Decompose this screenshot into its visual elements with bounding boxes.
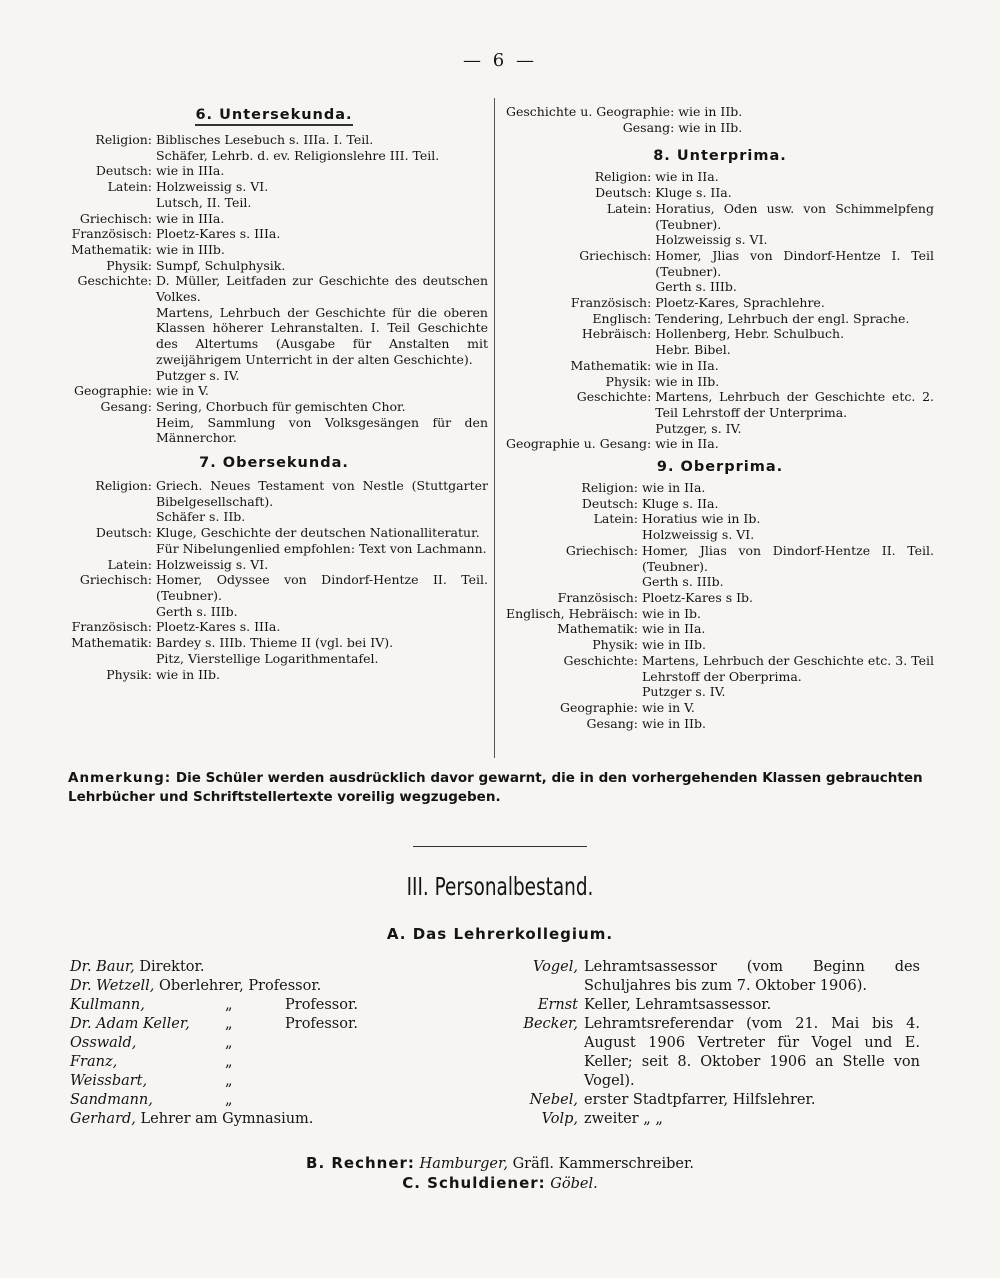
- book-line: Kluge, Geschichte der deutschen Nationalliteratur.: [156, 525, 480, 541]
- oberprima-list: [506, 480, 934, 731]
- subject-books: [642, 700, 934, 716]
- subject-books: [156, 226, 488, 242]
- staff-description: zweiter „ „: [584, 1111, 663, 1127]
- book-line: wie in V.: [156, 383, 209, 399]
- right-column: [506, 104, 934, 731]
- staff-row: [70, 1091, 490, 1110]
- subject-books: [678, 120, 742, 136]
- staff-role: Direktor.: [139, 959, 205, 975]
- entry-row: [506, 716, 934, 732]
- subject-label: Mathematik:: [71, 635, 152, 651]
- entry-row: [506, 311, 934, 327]
- book-line: Homer, Odyssee von Dindorf-Hentze II. Teil. (Teubner).: [156, 572, 488, 603]
- subject-label: Griechisch:: [579, 247, 652, 263]
- entry-row: [60, 399, 488, 446]
- staff-name: Osswald,: [70, 1035, 137, 1051]
- subject-label: Physik:: [106, 666, 152, 682]
- book-line: Tendering, Lehrbuch der engl. Sprache.: [655, 310, 910, 326]
- entry-row: [60, 667, 488, 683]
- book-line: wie in IIb.: [678, 104, 743, 119]
- book-line: wie in IIIa.: [156, 163, 225, 179]
- book-line: Horatius, Oden usw. von Schimmelpfeng (Teubner).: [655, 200, 934, 232]
- subject-label: Religion:: [95, 478, 152, 494]
- subject-books: [642, 543, 934, 590]
- subject-label: Geschichte:: [77, 273, 152, 289]
- entry-row: [60, 179, 488, 210]
- subject-label: Englisch:: [592, 310, 652, 326]
- subject-books: [642, 511, 934, 542]
- obersekunda-continued-list: [506, 104, 742, 135]
- staff-name: Kullmann,: [70, 997, 145, 1013]
- subject-books: [642, 480, 934, 496]
- section-heading-oberprima: 9. Oberprima.: [656, 459, 784, 476]
- section-heading-obersekunda: 7. Obersekunda.: [199, 455, 349, 472]
- staff-name: Franz,: [70, 1054, 118, 1070]
- subject-label: Französisch:: [71, 226, 152, 242]
- subject-books: [156, 557, 488, 573]
- book-line: Lutsch, II. Teil.: [156, 194, 252, 210]
- subject-label: Physik:: [592, 637, 638, 653]
- treasurer-name: Hamburger,: [419, 1156, 508, 1172]
- subject-label: Latein:: [606, 200, 652, 216]
- book-line: wie in IIa.: [642, 621, 706, 637]
- book-line: Ploetz-Kares s. IIIa.: [156, 619, 281, 635]
- book-line: Ploetz-Kares s. IIIa.: [156, 226, 281, 242]
- book-line: Sumpf, Schulphysik.: [156, 257, 286, 273]
- subject-label: Hebräisch:: [581, 326, 652, 342]
- subject-label: Geographie u. Gesang:: [506, 436, 652, 452]
- subject-books: [655, 374, 934, 390]
- entry-row: [506, 700, 934, 716]
- subject-books: [678, 104, 742, 120]
- subject-books: [655, 295, 934, 311]
- book-line: Holzweissig s. VI.: [156, 179, 269, 195]
- subject-books: [156, 242, 488, 258]
- ditto-mark: „: [225, 1073, 233, 1089]
- note-label: Anmerkung:: [68, 770, 172, 786]
- obersekunda-list: [60, 478, 488, 682]
- staff-name: Dr. Baur,: [70, 959, 135, 975]
- obersekunda-heading-wrap: [60, 452, 488, 472]
- entry-row: [506, 653, 934, 700]
- book-line: Heim, Sammlung von Volksgesängen für den Männerchor.: [156, 414, 488, 446]
- untersekunda-heading-wrap: [60, 104, 488, 126]
- entry-row: [506, 637, 934, 653]
- subject-label: Geographie:: [560, 699, 638, 715]
- section-heading-unterprima: 8. Unterprima.: [653, 148, 787, 165]
- subject-books: [156, 525, 488, 556]
- staff-name: Becker,: [523, 1016, 578, 1032]
- entry-row: [60, 383, 488, 399]
- subject-books: [156, 132, 488, 163]
- subject-books: [642, 637, 934, 653]
- oberprima-heading-wrap: [506, 456, 934, 476]
- entry-row: [60, 572, 488, 619]
- personnel-title: III. Personalbestand.: [406, 872, 594, 901]
- book-line: D. Müller, Leitfaden zur Geschichte des deutschen Volkes.: [156, 273, 488, 305]
- entry-row: [506, 590, 934, 606]
- subject-books: [156, 667, 488, 683]
- subject-label: Mathematik:: [570, 357, 652, 373]
- entry-row: [60, 478, 488, 525]
- book-line: Putzger s. IV.: [642, 684, 726, 700]
- subject-label: Latein:: [107, 556, 152, 572]
- caretaker-name: Göbel.: [550, 1176, 598, 1192]
- page-number: — 6 —: [463, 50, 537, 71]
- entry-row: [506, 621, 934, 637]
- entry-row: [506, 480, 934, 496]
- subject-label: Geschichte:: [563, 652, 638, 668]
- subject-label: Deutsch:: [95, 525, 152, 541]
- staff-row: [500, 958, 920, 996]
- book-line: Pitz, Vierstellige Logarithmentafel.: [156, 650, 379, 666]
- book-line: Hebr. Bibel.: [655, 342, 731, 358]
- subject-label: Mathematik:: [71, 241, 152, 257]
- staff-role: Professor.: [285, 1016, 358, 1032]
- book-line: Martens, Lehrbuch der Geschichte etc. 3. Teil Lehrstoff der Oberprima.: [642, 652, 934, 684]
- treasurer-label: B. Rechner:: [306, 1154, 415, 1172]
- book-line: Martens, Lehrbuch der Geschichte etc. 2. Teil Lehrstoff der Unterprima.: [655, 389, 934, 420]
- book-line: Holzweissig s. VI.: [156, 556, 269, 572]
- staff-description: Keller, Lehramtsassessor.: [584, 997, 772, 1013]
- book-line: wie in IIb.: [678, 119, 743, 135]
- untersekunda-list: [60, 132, 488, 446]
- book-line: Ploetz-Kares, Sprachlehre.: [655, 295, 825, 311]
- entry-row: [506, 326, 934, 357]
- subject-label: Deutsch:: [95, 163, 152, 179]
- subject-books: [655, 389, 934, 436]
- subject-label: Griechisch:: [79, 572, 152, 588]
- section-heading-untersekunda: 6. Untersekunda.: [195, 106, 352, 126]
- subject-books: [655, 248, 934, 295]
- entry-row: [60, 226, 488, 242]
- staff-name: Volp,: [541, 1111, 578, 1127]
- book-line: Hollenberg, Hebr. Schulbuch.: [655, 326, 845, 342]
- book-line: wie in IIIb.: [156, 241, 225, 257]
- subject-label: Französisch:: [71, 619, 152, 635]
- book-line: wie in V.: [642, 699, 695, 715]
- book-line: wie in IIb.: [156, 666, 220, 682]
- staff-row: [500, 996, 920, 1015]
- entry-row: [506, 120, 742, 136]
- staff-role: Oberlehrer, Professor.: [159, 978, 322, 994]
- book-line: wie in IIa.: [642, 480, 706, 496]
- entry-row: [60, 619, 488, 635]
- staff-name: Vogel,: [533, 959, 578, 975]
- staff-name: Weissbart,: [70, 1073, 148, 1089]
- book-line: Ploetz-Kares s Ib.: [642, 589, 754, 605]
- entry-row: [506, 436, 934, 452]
- subject-books: [642, 716, 934, 732]
- book-line: wie in Ib.: [642, 605, 702, 621]
- staff-row: [70, 1015, 490, 1034]
- subject-books: [156, 258, 488, 274]
- subject-books: [642, 496, 934, 512]
- book-line: Sering, Chorbuch für gemischten Chor.: [156, 398, 406, 414]
- subject-label: Deutsch:: [581, 495, 638, 511]
- note-paragraph: [68, 769, 938, 807]
- entry-row: [506, 374, 934, 390]
- entry-row: [60, 242, 488, 258]
- subject-books: [156, 273, 488, 383]
- book-line: wie in IIa.: [655, 357, 719, 373]
- subject-label: Religion:: [581, 480, 638, 496]
- subject-books: [156, 619, 488, 635]
- staff-list-left: [70, 958, 490, 1129]
- entry-row: [60, 635, 488, 666]
- subject-books: [156, 478, 488, 525]
- entry-row: [506, 358, 934, 374]
- entry-row: [506, 295, 934, 311]
- subject-label: Griechisch:: [79, 210, 152, 226]
- unterprima-heading-wrap: [506, 145, 934, 165]
- caretaker-line: [0, 1174, 1000, 1192]
- subject-label: Französisch:: [570, 295, 652, 311]
- book-line: Schäfer s. IIb.: [156, 509, 246, 525]
- entry-row: [506, 104, 742, 120]
- subject-label: Französisch:: [557, 589, 638, 605]
- subject-label: Geschichte u. Geographie:: [506, 104, 675, 119]
- book-line: Kluge s. IIa.: [655, 185, 732, 201]
- entry-row: [506, 496, 934, 512]
- book-line: Horatius wie in Ib.: [642, 511, 761, 527]
- subject-label: Deutsch:: [595, 185, 652, 201]
- staff-row: [70, 1110, 490, 1129]
- staff-name: Nebel,: [529, 1092, 578, 1108]
- subject-books: [156, 572, 488, 619]
- subject-label: Religion:: [594, 169, 652, 185]
- book-line: wie in IIb.: [655, 373, 720, 389]
- subject-label: Gesang:: [100, 398, 152, 414]
- subject-books: [655, 436, 934, 452]
- staff-row: [70, 996, 490, 1015]
- entry-row: [506, 201, 934, 248]
- book-line: Putzger, s. IV.: [655, 420, 742, 436]
- entry-row: [506, 185, 934, 201]
- ditto-mark: „: [225, 1016, 233, 1032]
- book-line: Schäfer, Lehrb. d. ev. Religionslehre III. Teil.: [156, 147, 440, 163]
- caretaker-label: C. Schuldiener:: [402, 1174, 546, 1192]
- subject-books: [642, 653, 934, 700]
- subject-books: [655, 185, 934, 201]
- entry-row: [60, 163, 488, 179]
- subject-books: [655, 326, 934, 357]
- entry-row: [506, 389, 934, 436]
- teachers-subheading: A. Das Lehrerkollegium.: [386, 925, 614, 943]
- teachers-subheading-wrap: [0, 924, 1000, 943]
- entry-row: [60, 258, 488, 274]
- book-line: Putzger s. IV.: [156, 367, 240, 383]
- ditto-mark: „: [225, 1092, 233, 1108]
- subject-books: [655, 311, 934, 327]
- subject-books: [156, 383, 488, 399]
- entry-row: [60, 273, 488, 383]
- book-line: Gerth s. IIIb.: [156, 603, 238, 619]
- book-line: Gerth s. IIIb.: [655, 279, 737, 295]
- subject-books: [156, 399, 488, 446]
- book-line: Biblisches Lesebuch s. IIIa. I. Teil.: [156, 132, 374, 147]
- book-line: Für Nibelungenlied empfohlen: Text von Lachmann.: [156, 540, 487, 556]
- staff-row: [70, 1053, 490, 1072]
- book-line: Bardey s. IIIb. Thieme II (vgl. bei IV).: [156, 635, 394, 651]
- subject-label: Geschichte:: [576, 389, 652, 405]
- book-line: wie in IIa.: [655, 169, 719, 185]
- book-line: wie in IIIa.: [156, 210, 225, 226]
- entry-row: [506, 606, 934, 622]
- subject-label: Geographie:: [74, 383, 152, 399]
- staff-name: Gerhard,: [70, 1111, 136, 1127]
- book-line: Kluge s. IIa.: [642, 495, 719, 511]
- staff-row: [70, 1034, 490, 1053]
- subject-label: Gesang:: [586, 715, 638, 731]
- treasurer-line: [0, 1154, 1000, 1172]
- entry-row: [60, 132, 488, 163]
- entry-row: [506, 248, 934, 295]
- staff-description: Lehramtsreferendar (vom 21. Mai bis 4. August 1906 Vertreter für Vogel und E. Keller; seit 8. Oktober 1906 an Stelle von Vogel).: [584, 1016, 920, 1089]
- subject-label: Englisch, Hebräisch:: [506, 605, 638, 621]
- subject-label: Religion:: [95, 132, 152, 147]
- subject-books: [655, 358, 934, 374]
- subject-books: [655, 169, 934, 185]
- entry-row: [60, 525, 488, 556]
- ditto-mark: „: [225, 1035, 233, 1051]
- entry-row: [60, 557, 488, 573]
- entry-row: [506, 169, 934, 185]
- note-text: Die Schüler werden ausdrücklich davor gewarnt, die in den vorhergehenden Klassen gebrauchten Lehrbücher und Schriftstellertexte voreilig wegzugeben.: [68, 770, 923, 805]
- book-line: wie in IIa.: [655, 436, 719, 452]
- subject-books: [655, 201, 934, 248]
- ditto-mark: „: [225, 1054, 233, 1070]
- book-line: Homer, Jlias von Dindorf-Hentze II. Teil. (Teubner).: [642, 542, 934, 574]
- entry-row: [506, 511, 934, 542]
- subject-books: [156, 635, 488, 666]
- staff-name: Dr. Adam Keller,: [70, 1016, 190, 1032]
- subject-books: [642, 606, 934, 622]
- staff-row: [500, 1015, 920, 1091]
- subject-label: Griechisch:: [565, 542, 638, 558]
- entry-row: [506, 543, 934, 590]
- subject-label: Physik:: [605, 373, 652, 389]
- staff-description: Lehramtsassessor (vom Beginn des Schuljahres bis zum 7. Oktober 1906).: [584, 959, 920, 994]
- staff-name: Ernst: [537, 997, 578, 1013]
- book-line: wie in IIb.: [642, 637, 706, 653]
- staff-role: Professor.: [285, 997, 358, 1013]
- column-divider: [494, 98, 495, 758]
- staff-row: [500, 1110, 920, 1129]
- staff-name: Dr. Wetzell,: [70, 978, 155, 994]
- subject-books: [156, 179, 488, 210]
- book-line: Gerth s. IIIb.: [642, 574, 724, 590]
- book-line: Homer, Jlias von Dindorf-Hentze I. Teil (Teubner).: [655, 247, 934, 279]
- entry-row: [60, 211, 488, 227]
- book-line: Griech. Neues Testament von Nestle (Stuttgarter Bibelgesellschaft).: [156, 478, 488, 509]
- staff-row: [70, 958, 490, 977]
- subject-books: [642, 590, 934, 606]
- staff-list-right: [500, 958, 920, 1129]
- left-column: [60, 104, 488, 682]
- staff-row: [70, 1072, 490, 1091]
- subject-label: Latein:: [107, 179, 152, 195]
- subject-label: Mathematik:: [557, 621, 638, 637]
- staff-description: erster Stadtpfarrer, Hilfslehrer.: [584, 1092, 816, 1108]
- book-line: wie in IIb.: [642, 715, 706, 731]
- subject-books: [642, 621, 934, 637]
- staff-row: [70, 977, 490, 996]
- unterprima-list: [506, 169, 934, 452]
- subject-books: [156, 211, 488, 227]
- subject-label: Physik:: [106, 257, 152, 273]
- staff-role: Lehrer am Gymnasium.: [140, 1111, 314, 1127]
- staff-name: Sandmann,: [70, 1092, 153, 1108]
- book-line: Holzweissig s. VI.: [642, 527, 755, 543]
- subject-label: Latein:: [593, 511, 638, 527]
- subject-label: Gesang:: [622, 119, 675, 135]
- separator-rule: [413, 846, 587, 847]
- ditto-mark: „: [225, 997, 233, 1013]
- subject-books: [156, 163, 488, 179]
- treasurer-role: Gräfl. Kammerschreiber.: [512, 1156, 694, 1172]
- book-line: Martens, Lehrbuch der Geschichte für die oberen Klassen höherer Lehranstalten. I. Teil Geschichte des Altertums (Ausgabe für Anstalten mit zweijährigem Unterricht in der alten Geschichte).: [156, 304, 488, 367]
- staff-row: [500, 1091, 920, 1110]
- book-line: Holzweissig s. VI.: [655, 232, 768, 248]
